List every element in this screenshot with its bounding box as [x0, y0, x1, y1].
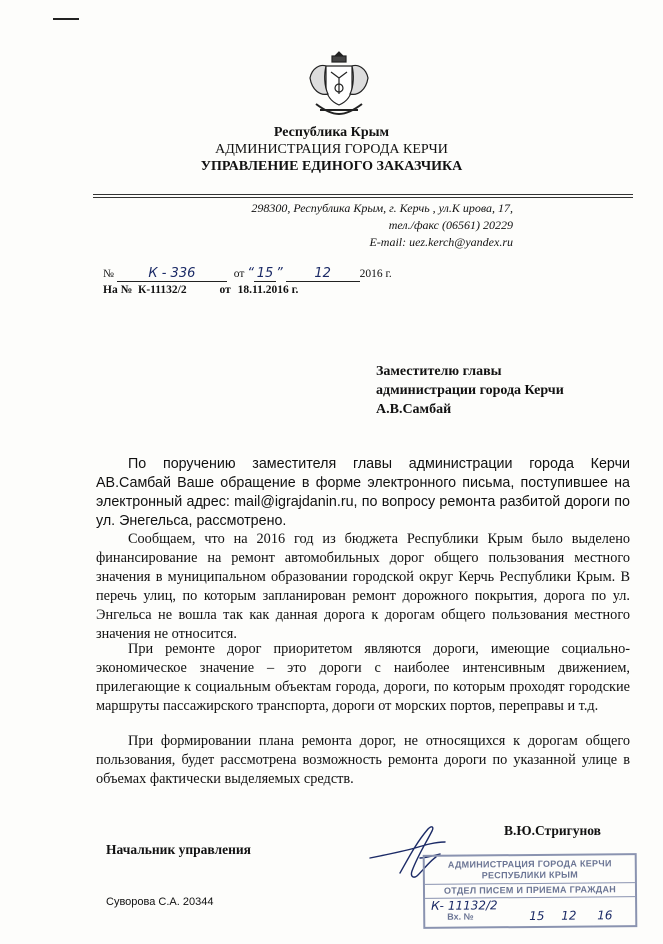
day-quote-open: “ — [247, 266, 254, 281]
stamp-line-2: РЕСПУБЛИКИ КРЫМ — [481, 869, 579, 881]
administration-heading: АДМИНИСТРАЦИЯ ГОРОДА КЕРЧИ — [215, 142, 448, 157]
email-line: E-mail: uez.kerch@yandex.ru — [369, 235, 513, 249]
body-paragraph-2 — [96, 530, 630, 644]
coat-of-arms-emblem — [302, 48, 376, 122]
paragraph-text: Сообщаем, что на 2016 год из бюджета Республики Крым было выделено финансирование на ремонт автомобильных дорог общего пользования местного значения в муниципальном образовании городской округ Керчь Республики Крым. В перечь улиц, по которым запланирован ремонт дорожного покрытия, дорога по ул. Энгельса не вошла так как данная дорога к дорогам общего пользования местного значения не относится. — [96, 531, 630, 642]
recipient-block — [376, 362, 564, 419]
stamp-handwritten-number: К- 11132/2 — [431, 898, 498, 913]
signatory-name: В.Ю.Стригунов — [504, 823, 601, 838]
phone-line: тел./факс (06561) 20229 — [388, 218, 513, 232]
body-paragraph-1 — [96, 455, 630, 531]
number-label: № — [103, 268, 114, 280]
stamp-handwritten-day: 15 — [529, 908, 545, 924]
stamp-handwritten-year: 16 — [597, 908, 613, 923]
recipient-line-3: А.В.Самбай — [376, 402, 452, 417]
stamp-line-1: АДМИНИСТРАЦИЯ ГОРОДА КЕРЧИ — [447, 858, 612, 870]
stamp-line-3: ОТДЕЛ ПИСЕМ И ПРИЕМА ГРАЖДАН — [425, 882, 635, 899]
signatory-title: Начальник управления — [106, 842, 251, 857]
recipient-line-2: администрации города Керчи — [376, 383, 564, 398]
corner-mark — [53, 18, 79, 20]
handwritten-month: 12 — [286, 266, 360, 282]
executor-note: Суворова С.А. 20344 — [106, 896, 214, 908]
handwritten-number: К - 336 — [117, 266, 227, 282]
header-rule-double — [93, 197, 633, 198]
paragraph-text: При ремонте дорог приоритетом являются дороги, имеющие социально-экономическое значение – это дороги с наиболее интенсивным движением, прилегающие к социальным объектам города, дороги, по которым проходят городские маршруты пассажирского транспорта, дороги от морских портов, переправы и т.д. — [96, 641, 630, 714]
header-rule — [93, 194, 633, 195]
department-heading: УПРАВЛЕНИЕ ЕДИНОГО ЗАКАЗЧИКА — [200, 159, 463, 174]
handwritten-day: 15 — [254, 266, 276, 282]
stamp-handwritten-month: 12 — [561, 908, 577, 923]
ref-date: 18.11.2016 г. — [237, 284, 299, 296]
day-quote-close: ” — [275, 266, 283, 281]
address-line: 298300, Республика Крым, г. Керчь , ул.К ирова, 17, — [251, 201, 513, 215]
republic-heading: Республика Крым — [273, 125, 390, 140]
paragraph-text: По поручению заместителя главы администрации города Керчи АВ.Самбай Ваше обращение в форме электронного письма, поступившее на электронный адрес: mail@igrajdanin.ru, по вопросу ремонта разбитой дороги по ул. Энегельса, рассмотрено. — [96, 456, 630, 529]
year-suffix: 2016 г. — [359, 268, 392, 280]
ref-from-label: от — [219, 284, 231, 296]
recipient-line-1: Заместителю главы — [376, 364, 502, 379]
from-label: от — [233, 268, 245, 280]
ref-number: К-11132/2 — [138, 284, 187, 296]
ref-label: На № — [103, 284, 133, 296]
body-paragraph-3 — [96, 640, 630, 716]
incoming-stamp — [423, 853, 638, 929]
body-paragraph-4 — [96, 732, 630, 789]
stamp-incoming-label: Вх. № — [447, 911, 474, 922]
reference-row — [103, 284, 298, 296]
paragraph-text: При формировании плана ремонта дорог, не относящихся к дорогам общего пользования, будет рассмотрена возможность ремонта дороги по указанной улице в объемах фактически выделяемых средств. — [96, 733, 630, 787]
outgoing-number-row — [103, 266, 392, 282]
